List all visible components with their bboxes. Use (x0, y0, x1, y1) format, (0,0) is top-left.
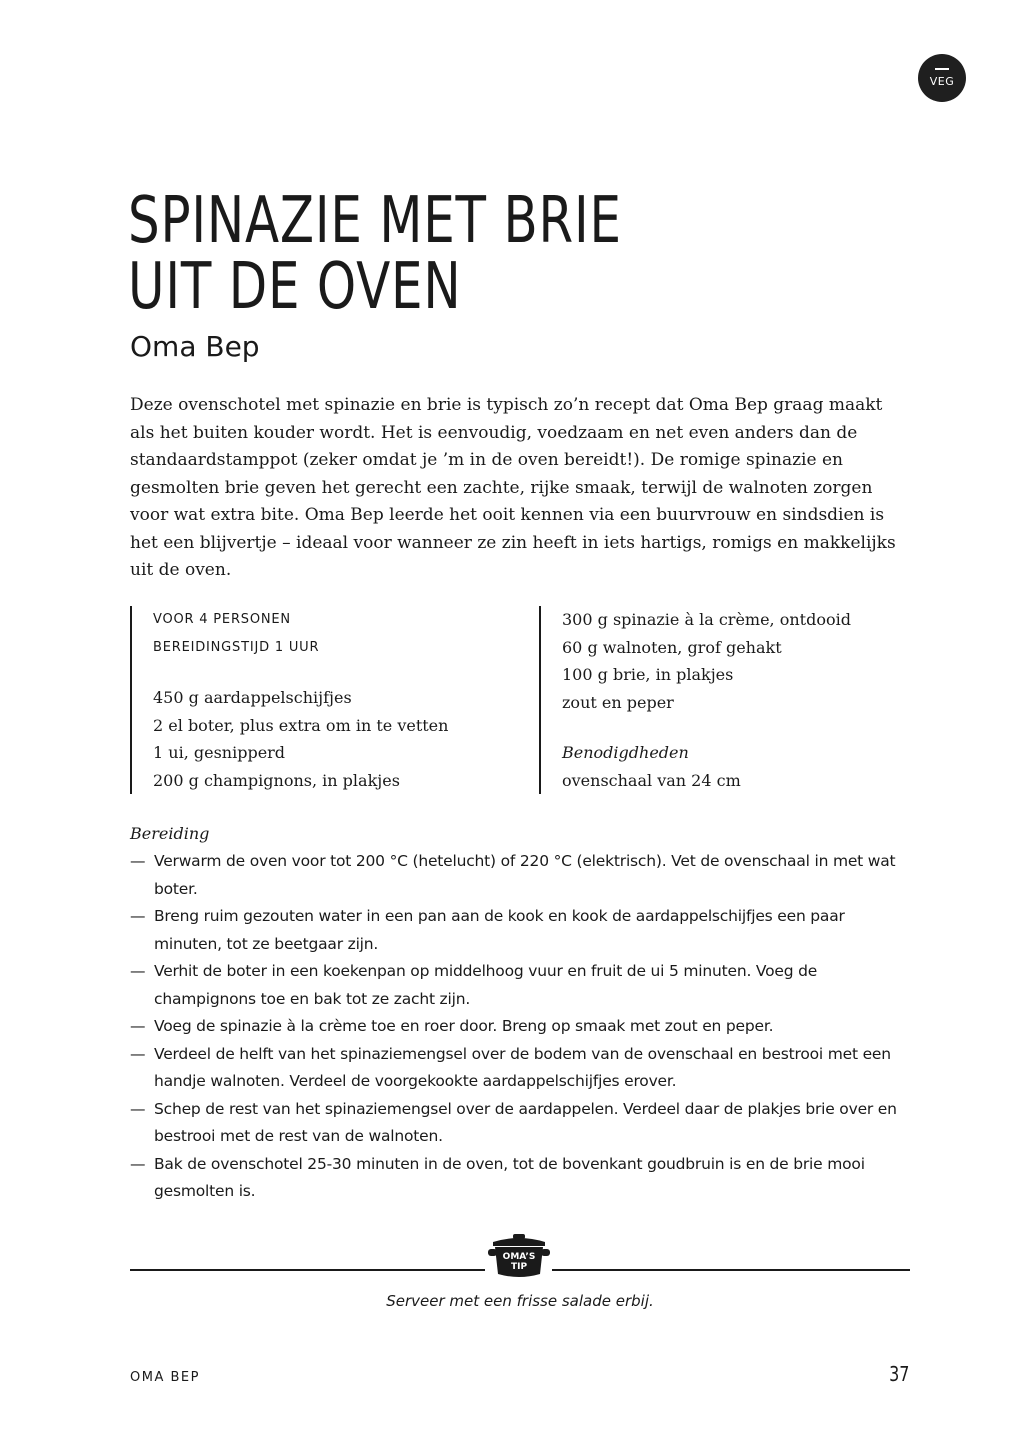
step-text: Voeg de spinazie à la crème toe en roer door. Breng op smaak met zout en peper. (154, 1017, 774, 1035)
preparation-step (130, 1151, 914, 1206)
tip-divider-left (130, 1269, 485, 1271)
preparation-step (130, 958, 914, 1013)
veg-badge (918, 54, 966, 102)
tip-divider-right (552, 1269, 910, 1271)
prep-time: BEREIDINGSTIJD 1 UUR (153, 639, 320, 655)
recipe-title (128, 184, 622, 324)
preparation-section (130, 820, 914, 1206)
page-number: 37 (888, 1362, 909, 1386)
step-text: Verdeel de helft van het spinaziemengsel over de bodem van de ovenschaal en bestrooi met een handje walnoten. Verdeel de voorgekookte aardappelschijfjes erover. (154, 1044, 891, 1090)
preparation-step (130, 1013, 914, 1041)
preparation-step (130, 1096, 914, 1151)
footer-section-name: OMA BEP (130, 1370, 200, 1385)
intro-paragraph: Deze ovenschotel met spinazie en brie is typisch zo’n recept dat Oma Bep graag maakt als het buiten kouder wordt. Het is eenvoudig, voedzaam en net even anders dan de standaardstamppot (zeker omdat je ’m in de oven bereidt!). De romige spinazie en gesmolten brie geven het gerecht een zachte, rijke smaak, terwijl de walnoten zorgen voor wat extra bite. Oma Bep leerde het ooit kennen via een buurvrouw en sindsdien is het een blijvertje – ideaal voor wanneer ze zin heeft in iets hartigs, romigs en makkelijks uit de oven. (130, 395, 896, 580)
ingredients-right-column (539, 606, 922, 794)
servings: VOOR 4 PERSONEN (153, 612, 291, 627)
ingredient: 450 g aardappelschijfjes (153, 688, 352, 707)
preparation-step (130, 848, 914, 903)
ingredient: 200 g champignons, in plakjes (153, 770, 400, 790)
dash-icon: — (130, 1154, 146, 1173)
dash-icon: — (130, 852, 146, 870)
cooking-pot-icon (487, 1232, 551, 1282)
ingredient: 300 g spinazie à la crème, ontdooid (562, 610, 851, 629)
equipment-title: Benodigdheden (562, 743, 689, 762)
ingredient: zout en peper (562, 692, 674, 712)
step-text: Bak de ovenschotel 25-30 minuten in de oven, tot de bovenkant goudbruin is en de brie mooi gesmolten is. (154, 1154, 865, 1200)
preparation-step (130, 1041, 914, 1096)
step-text: Schep de rest van het spinaziemengsel over de aardappelen. Verdeel daar de plakjes brie over en bestrooi met de rest van de walnoten. (154, 1099, 897, 1145)
dash-icon: — (130, 907, 146, 925)
title-line-2: UIT DE OVEN (128, 250, 462, 324)
ingredient: 1 ui, gesnipperd (153, 743, 286, 762)
recipe-subtitle: Oma Bep (130, 330, 260, 363)
tip-icon-label-2: TIP (510, 1262, 528, 1272)
preparation-steps (130, 848, 914, 1206)
badge-bar-icon (935, 68, 949, 70)
dash-icon: — (130, 962, 146, 980)
dash-icon: — (130, 1099, 146, 1118)
tip-icon-label-1: OMA’S (502, 1252, 536, 1262)
ingredients-left-column (130, 606, 513, 794)
tip-text: Serveer met een frisse salade erbij. (386, 1292, 654, 1310)
title-line-1: SPINAZIE MET BRIE (128, 184, 622, 258)
dash-icon: — (130, 1017, 146, 1035)
step-text: Verhit de boter in een koekenpan op middelhoog vuur en fruit de ui 5 minuten. Voeg de champignons toe en bak tot ze zacht zijn. (154, 962, 818, 1008)
ingredient: 2 el boter, plus extra om in te vetten (153, 715, 449, 735)
ingredient: 60 g walnoten, grof gehakt (562, 637, 782, 657)
step-text: Verwarm de oven voor tot 200 °C (hetelucht) of 220 °C (elektrisch). Vet de ovenschaal in met wat boter. (154, 852, 896, 898)
step-text: Breng ruim gezouten water in een pan aan de kook en kook de aardappelschijfjes een paar minuten, tot ze beetgaar zijn. (154, 907, 845, 953)
dash-icon: — (130, 1044, 146, 1063)
equipment-item: ovenschaal van 24 cm (562, 770, 741, 790)
preparation-title: Bereiding (130, 824, 210, 843)
preparation-step (130, 903, 914, 958)
ingredient: 100 g brie, in plakjes (562, 665, 734, 684)
badge-label: VEG (929, 74, 955, 88)
